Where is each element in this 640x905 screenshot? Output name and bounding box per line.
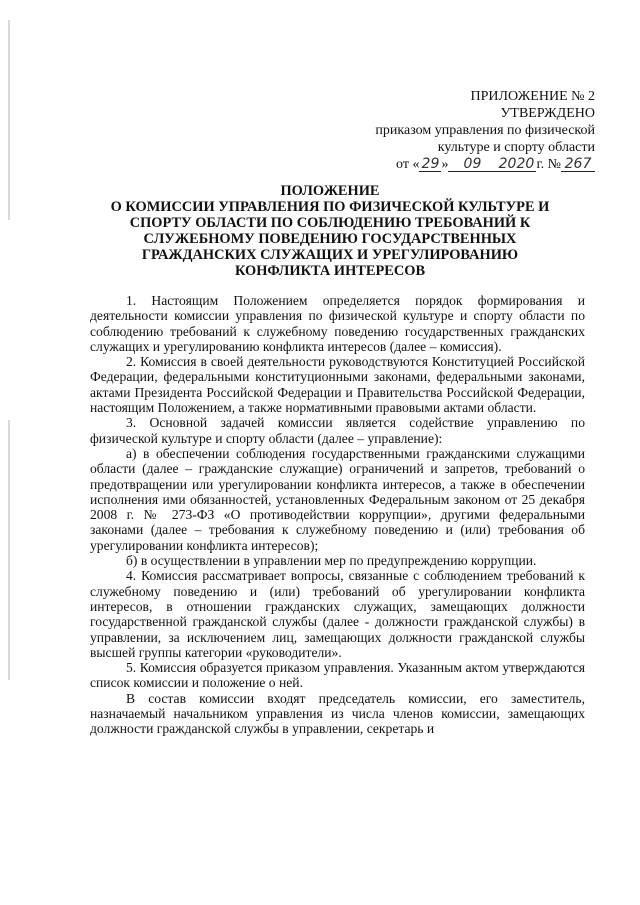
document-title <box>100 183 560 279</box>
document-body <box>90 293 585 737</box>
date-suffix: г. № <box>536 157 561 172</box>
approval-header <box>335 88 595 173</box>
paragraph-5: 5. Комиссия образуется приказом управления. Указанным актом утверждаются список комиссии и положение о ней. <box>90 660 585 691</box>
paragraph-composition: В состав комиссии входят председатель комиссии, его заместитель, назначаемый начальником управления из числа членов комиссии, замещающих должности гражданской службы в управлении, секретарь и <box>90 690 585 737</box>
title-line: СЛУЖЕБНОМУ ПОВЕДЕНИЮ ГОСУДАРСТВЕННЫХ <box>143 231 517 247</box>
date-month-handwritten: 09 <box>448 157 496 172</box>
order-number-handwritten: 267 <box>561 157 595 172</box>
title-line: ПОЛОЖЕНИЕ <box>280 183 380 199</box>
scan-edge-mark <box>8 420 10 680</box>
date-mid: » <box>441 157 449 172</box>
title-line: КОНФЛИКТА ИНТЕРЕСОВ <box>234 263 426 279</box>
order-line-2: культуре и спорту области <box>437 140 595 155</box>
appendix-number: ПРИЛОЖЕНИЕ № 2 <box>470 89 595 104</box>
title-line: О КОМИССИИ УПРАВЛЕНИЯ ПО ФИЗИЧЕСКОЙ КУЛЬТУРЕ И <box>110 199 550 215</box>
date-day-handwritten: 29 <box>419 157 441 172</box>
order-date-line <box>335 156 595 173</box>
title-line: СПОРТУ ОБЛАСТИ ПО СОБЛЮДЕНИЮ ТРЕБОВАНИЙ К <box>129 215 531 231</box>
date-year-handwritten: 2020 <box>496 157 536 172</box>
paragraph-1: 1. Настоящим Положением определяется порядок формирования и деятельности комиссии управления по физической культуре и спорту области по соблюдению требований к служебному поведению государственных гражданских служащих и урегулированию конфликта интересов (далее – комиссия). <box>90 293 585 354</box>
paragraph-3b: б) в осуществлении в управлении мер по предупреждению коррупции. <box>126 553 537 569</box>
paragraph-2: 2. Комиссия в своей деятельности руководствуются Конституцией Российской Федерации, федеральными конституционными законами, федеральными законами, актами Президента Российской Федерации и Правительства Российской Федерации, настоящим Положением, а также нормативными правовыми актами области. <box>90 354 585 416</box>
title-line: ГРАЖДАНСКИХ СЛУЖАЩИХ И УРЕГУЛИРОВАНИЮ <box>141 247 519 263</box>
order-line-1: приказом управления по физической <box>375 123 595 138</box>
date-prefix: от « <box>396 157 420 172</box>
paragraph-3a: а) в обеспечении соблюдения государственными гражданскими служащими области (далее – гражданские служащие) ограничений и запретов, требований о предотвращении или урегулировании конфликта интересов, а также в обеспечении исполнения ими обязанностей, установленных Федеральным законом от 25 декабря 2008 г. № 273-ФЗ «О противодействии коррупции», другими федеральными законами (далее – требования к служебному поведению и (или) требования об урегулировании конфликта интересов); <box>90 445 585 553</box>
approved-label: УТВЕРЖДЕНО <box>500 106 595 121</box>
paragraph-4: 4. Комиссия рассматривает вопросы, связанные с соблюдением требований к служебному поведению и (или) требований об урегулировании конфликта интересов, в отношении гражданских служащих, замещающих должности государственной гражданской службы (далее - должности гражданской службы) в управлении, за исключением лиц, замещающих должности гражданской службы высшей группы категории «руководители». <box>90 568 585 660</box>
scan-edge-mark <box>8 20 10 220</box>
paragraph-3: 3. Основной задачей комиссии является содействие управлению по физической культуре и спорту области (далее – управление): <box>90 415 585 446</box>
